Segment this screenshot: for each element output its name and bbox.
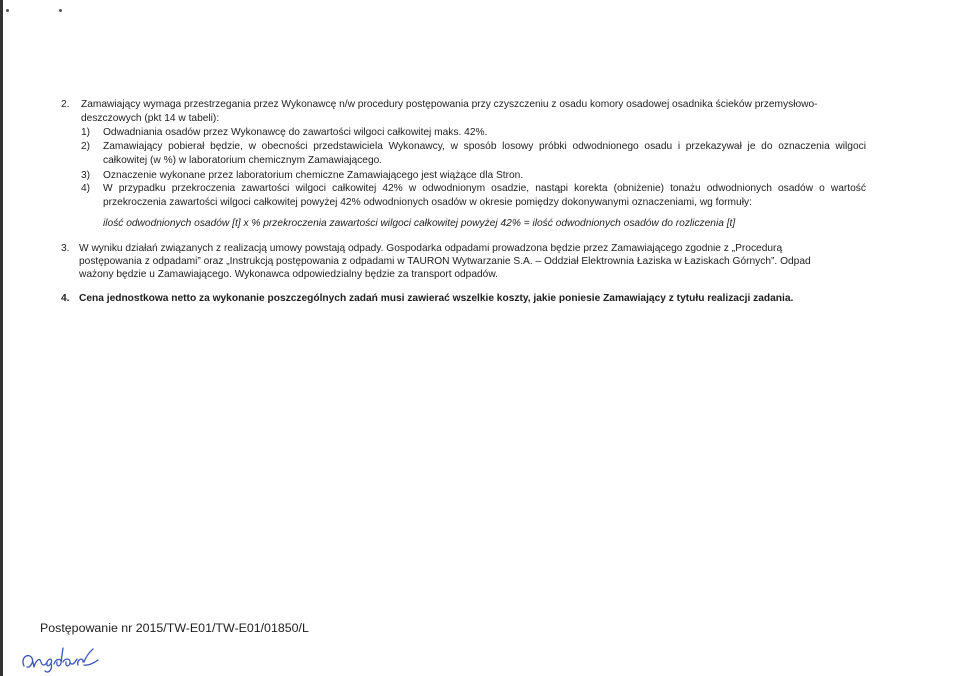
item-3-number: 3.	[61, 243, 70, 254]
subitem-3-number: 3)	[81, 170, 91, 181]
subitem-4-line-2: przekroczenia zawartości wilgoci całkowitej powyżej 42% odwodnionych osadów w okresie pomiędzy dokonywanymi oznaczeniami, wg formuły:	[103, 197, 752, 208]
item-2-intro-line-2: deszczowych (pkt 14 w tabeli):	[81, 113, 220, 124]
footer-reference: Postępowanie nr 2015/TW-E01/TW-E01/01850/L	[40, 621, 309, 635]
subitem-4-number: 4)	[81, 183, 91, 194]
item-4-text: Cena jednostkowa netto za wykonanie poszczególnych zadań musi zawierać wszelkie koszty, jakie poniesie Zamawiający z tytułu realizacji zadania.	[79, 293, 794, 304]
subitem-3-text: Oznaczenie wykonane przez laboratorium chemiczne Zamawiającego jest wiążące dla Stron.	[103, 170, 524, 181]
subitem-2-line-2: całkowitej (w %) w laboratorium chemicznym Zamawiającego.	[103, 155, 383, 166]
item-3-line-3: ważony będzie u Zamawiającego. Wykonawca odpowiedzialny będzie za transport odpadów.	[79, 269, 498, 280]
subitem-4-line-1: W przypadku przekroczenia zawartości wilgoci całkowitej 42% w odwodnionym osadzie, nastąpi korekta (obniżenie) tonażu odwodnionych osadów o wartość	[103, 183, 866, 194]
item-2-number: 2.	[61, 99, 70, 110]
subitem-1-text: Odwadniania osadów przez Wykonawcę do zawartości wilgoci całkowitej maks. 42%.	[103, 127, 488, 138]
item-3-line-2: postępowania z odpadami” oraz „Instrukcją postępowania z odpadami w TAURON Wytwarzanie S.A. – Oddział Elektrownia Łaziska w Łaziskach Górnych”. Odpad	[79, 256, 811, 267]
item-2-intro-line-1: Zamawiający wymaga przestrzegania przez Wykonawcę n/w procedury postępowania przy czyszczeniu z osadu komory osadowej osadnika ścieków przemysłowo-	[81, 99, 818, 110]
subitem-2-number: 2)	[81, 141, 91, 152]
subitem-2-line-1: Zamawiający pobierał będzie, w obecności przedstawiciela Wykonawcy, w sposób losowy próbki odwodnionego osadu i przekazywał je do oznaczenia wilgoci	[103, 141, 866, 152]
handwritten-signature	[18, 640, 108, 674]
item-3-line-1: W wyniku działań związanych z realizacją umowy powstają odpady. Gospodarka odpadami prowadzona będzie przez Zamawiającego zgodnie z „Procedurą	[79, 243, 783, 254]
item-4-number: 4.	[61, 293, 70, 304]
subitem-1-number: 1)	[81, 127, 91, 138]
formula: ilość odwodnionych osadów [t] x % przekroczenia zawartości wilgoci całkowitej powyżej 42% = ilość odwodnionych osadów do rozliczenia [t]	[103, 218, 736, 229]
